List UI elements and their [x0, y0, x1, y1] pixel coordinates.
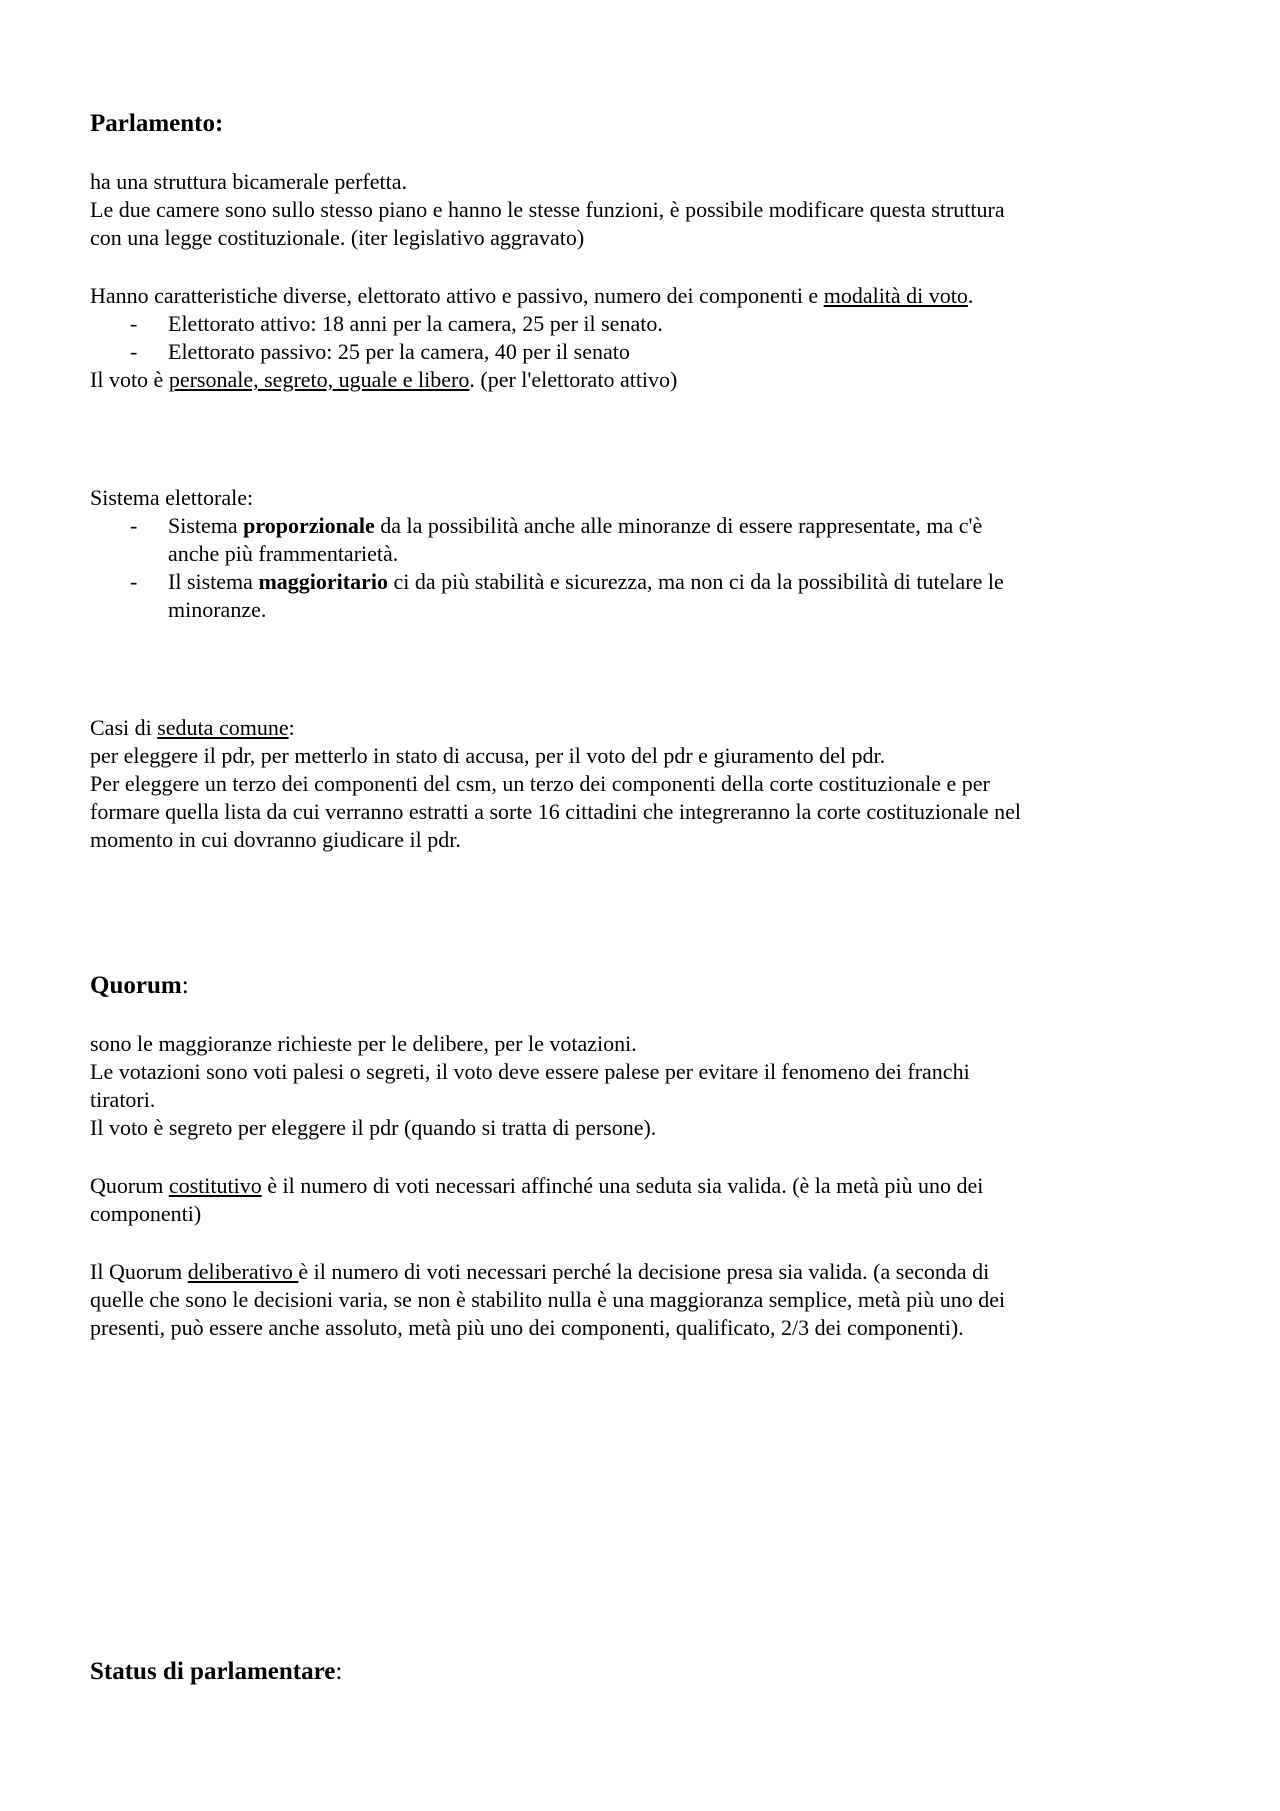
dash-bullet: -: [130, 513, 138, 538]
costitutivo-l1: [90, 1172, 1200, 1200]
costitutivo-l2: componenti): [90, 1201, 202, 1226]
sistema-list: [90, 512, 1200, 624]
deliberativo-l2: quelle che sono le decisioni varia, se non è stabilito nulla è una maggioranza semplice, metà più uno dei: [90, 1287, 1006, 1312]
list-item: [90, 310, 1200, 338]
seduta-l3: formare quella lista da cui verranno estratti a sorte 16 cittadini che integreranno la corte costituzionale nel: [90, 799, 1021, 824]
maggioritario-bold: maggioritario: [258, 569, 388, 594]
deliberativo-pre: Il Quorum: [90, 1259, 188, 1284]
seduta-colon: :: [288, 715, 295, 740]
seduta-l2: Per eleggere un terzo dei componenti del csm, un terzo dei componenti della corte costituzionale e per: [90, 771, 990, 796]
parlamento-intro: [90, 168, 1200, 252]
elettorato-passivo: Elettorato passivo: 25 per la camera, 40 per il senato: [168, 339, 630, 364]
parlamento-p2-l1: Le due camere sono sullo stesso piano e hanno le stesse funzioni, è possibile modificare questa struttura: [90, 197, 1005, 222]
deliberativo-l3: presenti, può essere anche assoluto, metà più uno dei componenti, qualificato, 2/3 dei componenti).: [90, 1315, 964, 1340]
sistema-b1-l1: [168, 512, 1200, 540]
elettorato-attivo: Elettorato attivo: 18 anni per la camera, 25 per il senato.: [168, 311, 663, 336]
seduta-comune-underlined: seduta comune: [157, 715, 289, 740]
quorum-l3: tiratori.: [90, 1087, 156, 1112]
list-item: [90, 338, 1200, 366]
sistema-b2-l1: [168, 568, 1200, 596]
quorum-deliberativo: [90, 1258, 1200, 1342]
heading-quorum-colon: :: [181, 972, 189, 999]
parlamento-p1: ha una struttura bicamerale perfetta.: [90, 169, 408, 194]
seduta-l1: per eleggere il pdr, per metterlo in stato di accusa, per il voto del pdr e giuramento del pdr.: [90, 743, 886, 768]
sistema-b2-l2: minoranze.: [168, 597, 267, 622]
dash-bullet: -: [130, 339, 138, 364]
quorum-costitutivo: [90, 1172, 1200, 1228]
parlamento-p2-l2: con una legge costituzionale. (iter legislativo aggravato): [90, 225, 585, 250]
voto-caratteristiche-underlined: personale, segreto, uguale e libero: [168, 367, 470, 392]
quorum-l2: Le votazioni sono voti palesi o segreti, il voto deve essere palese per evitare il fenomeno dei franchi: [90, 1059, 970, 1084]
sistema-b2-post: ci da più stabilità e sicurezza, ma non ci da la possibilità di tutelare le: [387, 569, 1004, 594]
quorum-l1: sono le maggioranze richieste per le delibere, per le votazioni.: [90, 1031, 637, 1056]
elettorato-list: [90, 310, 1200, 366]
costitutivo-pre: Quorum: [90, 1173, 169, 1198]
deliberativo-post: è il numero di voti necessari perché la decisione presa sia valida. (a seconda di: [298, 1259, 990, 1284]
sistema-b2-pre: Il sistema: [168, 569, 259, 594]
seduta-l4: momento in cui dovranno giudicare il pdr.: [90, 827, 461, 852]
seduta-title: [90, 714, 1200, 742]
heading-quorum-text: Quorum: [90, 972, 182, 999]
parlamento-p4-end: . (per l'elettorato attivo): [469, 367, 678, 392]
heading-status-text: Status di parlamentare: [90, 1658, 336, 1685]
heading-quorum: [90, 970, 1200, 1002]
heading-parlamento-text: Parlamento: [90, 110, 215, 137]
parlamento-p4: [90, 366, 1200, 394]
dash-bullet: -: [130, 569, 138, 594]
costitutivo-post: è il numero di voti necessari affinché una seduta sia valida. (è la metà più uno dei: [261, 1173, 984, 1198]
seduta-pre: Casi di: [90, 715, 158, 740]
deliberativo-underlined: deliberativo: [187, 1259, 299, 1284]
parlamento-p3-end: .: [967, 283, 974, 308]
parlamento-p3-text: Hanno caratteristiche diverse, elettorato attivo e passivo, numero dei componenti e: [90, 283, 824, 308]
sistema-elettorale: [90, 484, 1200, 624]
seduta-comune: [90, 714, 1200, 854]
list-item: [90, 568, 1200, 624]
sistema-b1-post: da la possibilità anche alle minoranze di essere rappresentate, ma c'è: [374, 513, 983, 538]
parlamento-caratteristiche: [90, 282, 1200, 394]
dash-bullet: -: [130, 311, 138, 336]
costitutivo-underlined: costitutivo: [168, 1173, 262, 1198]
deliberativo-l1: [90, 1258, 1200, 1286]
quorum-l4: Il voto è segreto per eleggere il pdr (quando si tratta di persone).: [90, 1115, 657, 1140]
quorum-intro: [90, 1030, 1200, 1142]
heading-parlamento: [90, 108, 1200, 140]
sistema-title: Sistema elettorale:: [90, 485, 254, 510]
modalita-voto-underlined: modalità di voto: [823, 283, 968, 308]
heading-parlamento-colon: :: [214, 110, 224, 137]
list-item: [90, 512, 1200, 568]
heading-status-colon: :: [335, 1658, 343, 1685]
sistema-b1-l2: anche più frammentarietà.: [168, 541, 399, 566]
parlamento-p4-text: Il voto è: [90, 367, 169, 392]
sistema-b1-pre: Sistema: [168, 513, 244, 538]
proporzionale-bold: proporzionale: [243, 513, 375, 538]
parlamento-p3: [90, 282, 1200, 310]
heading-status: [90, 1656, 1200, 1688]
